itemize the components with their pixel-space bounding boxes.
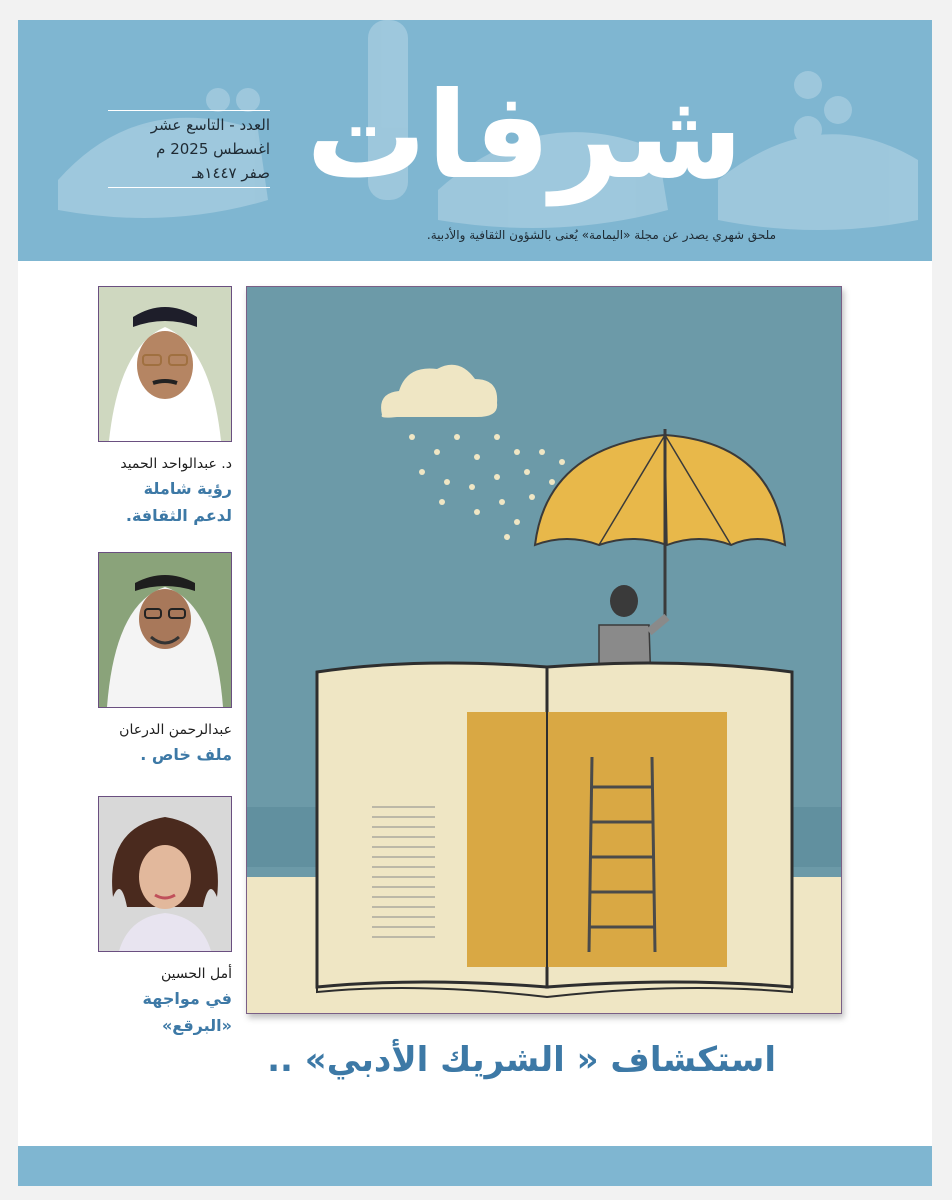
portrait-abdulrahman-aldaraan <box>98 552 232 708</box>
issue-rule-top <box>108 110 270 111</box>
cover-headline: استكشاف « الشريك الأدبي» .. <box>267 1040 776 1080</box>
side-feature-3-title-line-2: «البرقع» <box>161 1016 232 1035</box>
side-feature-2-title-line-1: ملف خاص . <box>140 745 232 764</box>
portrait-abdulwahid-alhamid <box>98 286 232 442</box>
side-feature-3 <box>98 796 232 1038</box>
masthead-tagline: ملحق شهري يصدر عن مجلة «اليمامة» يُعنى بالشؤون الثقافية والأدبية. <box>426 228 776 242</box>
side-feature-1-name: د. عبدالواحد الحميد <box>120 456 232 472</box>
issue-gregorian-date: اغسطس 2025 م <box>156 140 270 158</box>
portrait-amal-alhussein <box>98 796 232 952</box>
open-book-icon <box>317 663 792 997</box>
issue-rule-bottom <box>108 187 270 188</box>
issue-number: العدد - التاسع عشر <box>150 116 270 134</box>
side-feature-1-title-line-1: رؤية شاملة <box>143 479 232 498</box>
side-feature-2 <box>98 552 232 767</box>
side-feature-1 <box>98 286 232 528</box>
side-feature-3-name: أمل الحسين <box>160 966 232 982</box>
magazine-cover <box>18 20 932 1186</box>
masthead-logo <box>306 42 743 232</box>
issue-info <box>108 108 270 190</box>
side-feature-2-name: عبدالرحمن الدرعان <box>119 722 232 738</box>
footer-band <box>18 1146 932 1186</box>
side-feature-1-title-line-2: لدعم الثقافة. <box>125 506 232 525</box>
book-umbrella-illustration <box>247 287 841 1013</box>
side-feature-3-title-line-1: في مواجهة <box>142 989 232 1008</box>
masthead-title: شرفات <box>306 67 743 206</box>
issue-hijri-date: صفر ١٤٤٧هـ <box>192 164 270 182</box>
cover-illustration <box>246 286 842 1014</box>
header-band <box>18 20 932 261</box>
